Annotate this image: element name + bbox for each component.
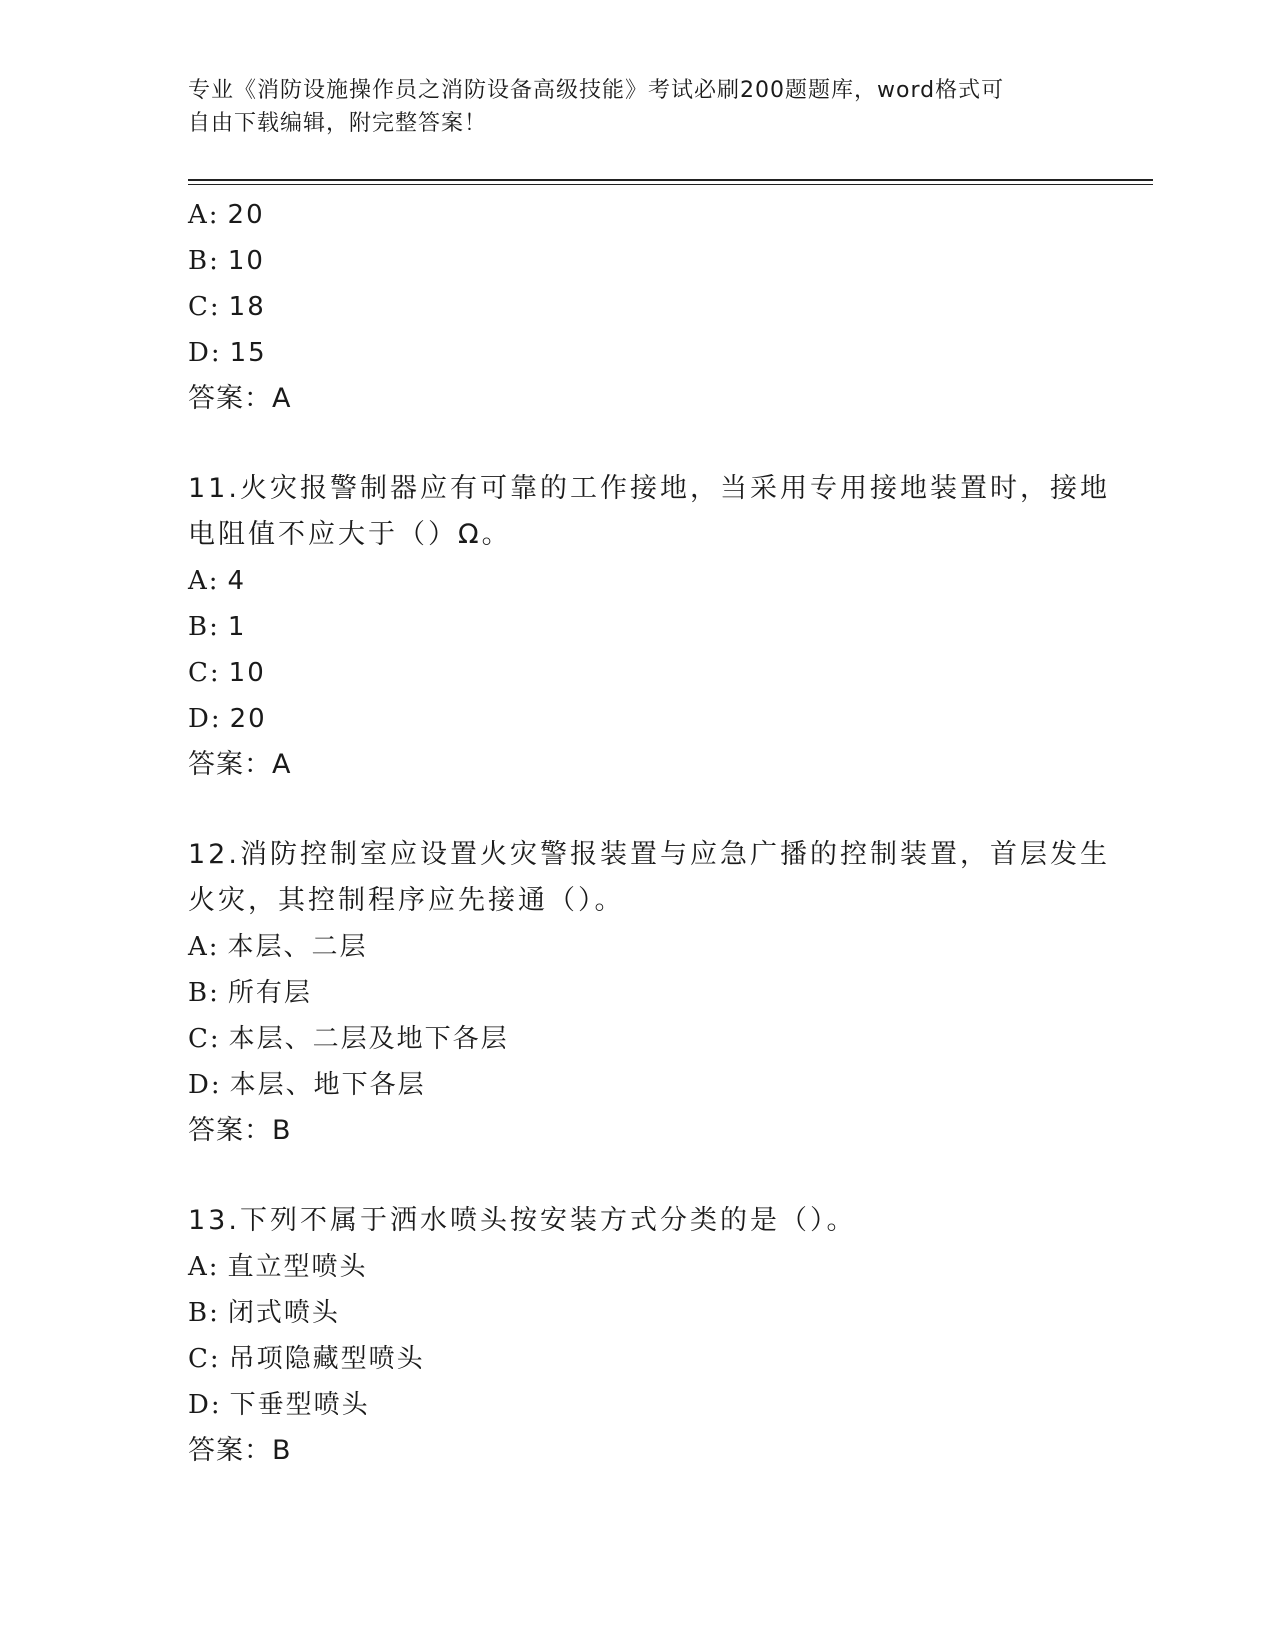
option-b: B: 所有层 [188,978,312,1008]
question-text-line: 12.消防控制室应设置火灾警报装置与应急广播的控制装置，首层发生 [188,839,1110,870]
option-b: B: 闭式喷头 [188,1298,340,1328]
question-text-line: 13.下列不属于洒水喷头按安装方式分类的是（）。 [188,1205,857,1236]
option-b: B: 10 [188,246,265,276]
document-header [188,74,1088,140]
question-text-line: 电阻值不应大于（）Ω。 [188,519,512,550]
question-13 [188,1198,1088,1474]
option-d: D: 20 [188,704,267,734]
question-text-line: 11.火灾报警制器应有可靠的工作接地，当采用专用接地装置时，接地 [188,473,1110,504]
option-a: A: 20 [188,200,265,230]
option-a: A: 4 [188,566,247,596]
option-d: D: 下垂型喷头 [188,1390,370,1420]
header-rule-thin [188,184,1153,185]
answer-line: 答案：A [188,383,292,414]
option-a: A: 本层、二层 [188,932,368,962]
question-11 [188,466,1110,788]
option-b: B: 1 [188,612,247,642]
option-d: D: 15 [188,338,267,368]
header-rule-thick [188,179,1153,181]
question-block-prev [188,192,1088,422]
option-c: C: 18 [188,292,266,322]
answer-line: 答案：B [188,1115,292,1146]
answer-line: 答案：A [188,749,292,780]
question-text-line: 火灾，其控制程序应先接通（）。 [188,885,625,916]
option-d: D: 本层、地下各层 [188,1070,426,1100]
question-list [188,192,1110,1474]
option-c: C: 10 [188,658,266,688]
header-line-2: 自由下载编辑，附完整答案！ [188,111,488,136]
option-c: C: 吊项隐藏型喷头 [188,1344,425,1374]
answer-line: 答案：B [188,1435,292,1466]
question-12 [188,832,1110,1154]
option-c: C: 本层、二层及地下各层 [188,1024,509,1054]
header-line-1: 专业《消防设施操作员之消防设备高级技能》考试必刷200题题库，word格式可 [188,78,1005,103]
option-a: A: 直立型喷头 [188,1252,368,1282]
